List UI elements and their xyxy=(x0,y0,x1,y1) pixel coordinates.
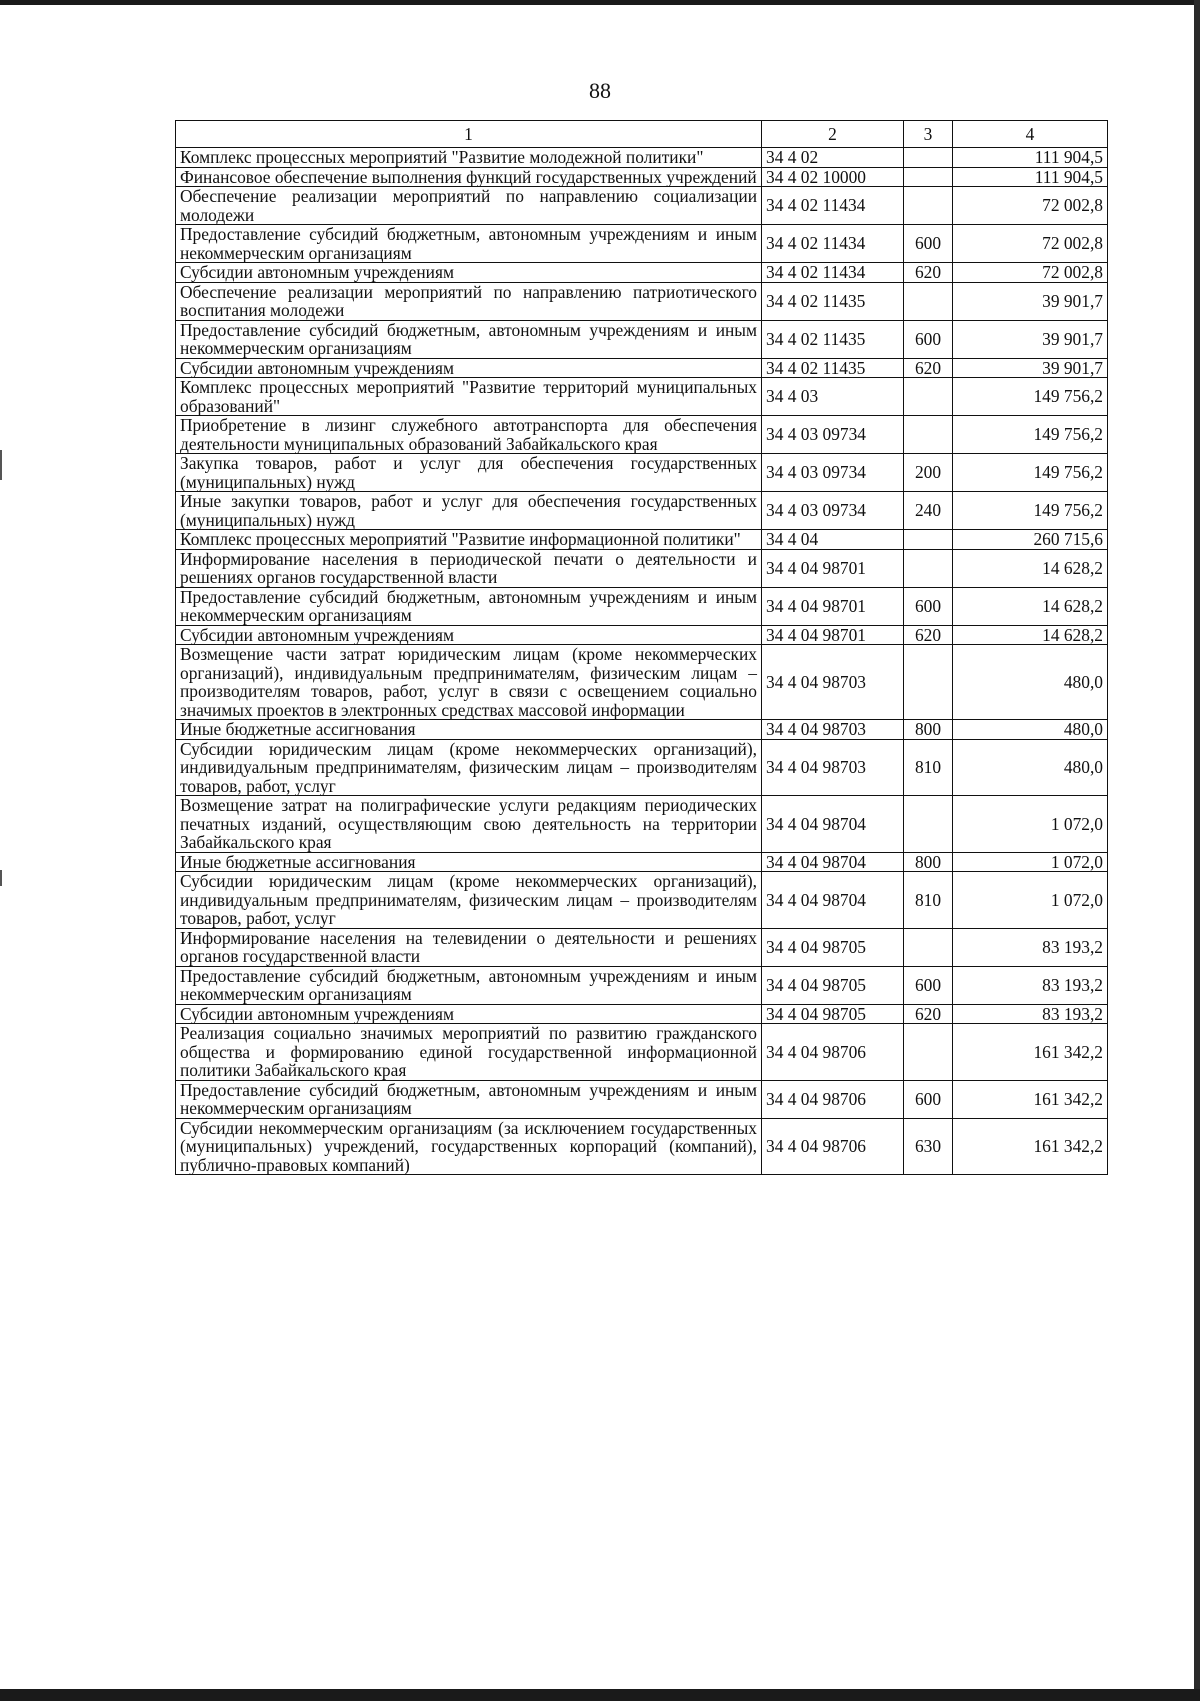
row-type-cell xyxy=(904,928,953,966)
row-code-cell: 34 4 04 98701 xyxy=(762,587,904,625)
row-type-cell xyxy=(904,148,953,168)
row-sum-cell: 1 072,0 xyxy=(953,852,1108,872)
row-code-cell: 34 4 04 98704 xyxy=(762,852,904,872)
row-type-cell: 620 xyxy=(904,358,953,378)
table-row xyxy=(176,1024,1108,1081)
row-type-cell: 800 xyxy=(904,720,953,740)
column-header: 3 xyxy=(904,121,953,148)
row-type-cell xyxy=(904,530,953,550)
table-row xyxy=(176,167,1108,187)
row-sum-cell: 39 901,7 xyxy=(953,358,1108,378)
scan-border-top xyxy=(0,0,1200,5)
row-sum-cell: 72 002,8 xyxy=(953,263,1108,283)
scan-margin-mark xyxy=(0,870,2,886)
row-sum-cell: 14 628,2 xyxy=(953,625,1108,645)
table-row xyxy=(176,645,1108,720)
row-type-cell xyxy=(904,282,953,320)
table-row xyxy=(176,549,1108,587)
row-name-cell: Предоставление субсидий бюджетным, автономным учреждениям и иным некоммерческим организациям xyxy=(176,225,762,263)
table-row xyxy=(176,530,1108,550)
row-code-cell: 34 4 04 98701 xyxy=(762,549,904,587)
table-row xyxy=(176,739,1108,796)
row-code-cell: 34 4 04 98704 xyxy=(762,796,904,853)
table-row xyxy=(176,720,1108,740)
page-number: 88 xyxy=(589,78,611,103)
table-row xyxy=(176,852,1108,872)
row-code-cell: 34 4 02 11434 xyxy=(762,187,904,225)
row-sum-cell: 39 901,7 xyxy=(953,282,1108,320)
row-type-cell: 600 xyxy=(904,1080,953,1118)
row-name-cell: Субсидии юридическим лицам (кроме некоммерческих организаций), индивидуальным предпринимателям, физическим лицам – производителям товаров, работ, услуг xyxy=(176,739,762,796)
row-type-cell xyxy=(904,796,953,853)
row-sum-cell: 480,0 xyxy=(953,739,1108,796)
row-name-cell: Предоставление субсидий бюджетным, автономным учреждениям и иным некоммерческим организациям xyxy=(176,1080,762,1118)
row-type-cell: 620 xyxy=(904,625,953,645)
row-name-cell: Информирование населения в периодической печати о деятельности и решениях органов государственной власти xyxy=(176,549,762,587)
row-name-cell: Иные бюджетные ассигнования xyxy=(176,852,762,872)
table-row xyxy=(176,587,1108,625)
row-code-cell: 34 4 04 98706 xyxy=(762,1118,904,1175)
table-row xyxy=(176,454,1108,492)
table-row xyxy=(176,263,1108,283)
row-sum-cell: 14 628,2 xyxy=(953,587,1108,625)
row-sum-cell: 149 756,2 xyxy=(953,416,1108,454)
row-name-cell: Иные закупки товаров, работ и услуг для обеспечения государственных (муниципальных) нужд xyxy=(176,492,762,530)
table-row xyxy=(176,872,1108,929)
row-type-cell: 600 xyxy=(904,320,953,358)
row-sum-cell: 14 628,2 xyxy=(953,549,1108,587)
row-name-cell: Комплекс процессных мероприятий "Развитие молодежной политики" xyxy=(176,148,762,168)
table-row xyxy=(176,320,1108,358)
row-name-cell: Возмещение части затрат юридическим лицам (кроме некоммерческих организаций), индивидуальным предпринимателям, физическим лицам – производителям товаров, работ, услуг в связи с освещением социально значимых проектов в электронных средствах массовой информации xyxy=(176,645,762,720)
table-row xyxy=(176,928,1108,966)
table-header-row xyxy=(176,121,1108,148)
row-name-cell: Комплекс процессных мероприятий "Развитие территорий муниципальных образований" xyxy=(176,378,762,416)
row-code-cell: 34 4 02 10000 xyxy=(762,167,904,187)
row-name-cell: Субсидии автономным учреждениям xyxy=(176,358,762,378)
row-type-cell: 600 xyxy=(904,966,953,1004)
row-sum-cell: 480,0 xyxy=(953,720,1108,740)
row-code-cell: 34 4 04 98703 xyxy=(762,739,904,796)
row-sum-cell: 480,0 xyxy=(953,645,1108,720)
row-type-cell: 630 xyxy=(904,1118,953,1175)
row-type-cell: 600 xyxy=(904,225,953,263)
table-row xyxy=(176,1004,1108,1024)
table-row xyxy=(176,966,1108,1004)
row-sum-cell: 72 002,8 xyxy=(953,187,1108,225)
row-code-cell: 34 4 04 98705 xyxy=(762,928,904,966)
row-name-cell: Предоставление субсидий бюджетным, автономным учреждениям и иным некоммерческим организациям xyxy=(176,966,762,1004)
table-row xyxy=(176,282,1108,320)
row-name-cell: Субсидии юридическим лицам (кроме некоммерческих организаций), индивидуальным предпринимателям, физическим лицам – производителям товаров, работ, услуг xyxy=(176,872,762,929)
row-sum-cell: 1 072,0 xyxy=(953,872,1108,929)
row-code-cell: 34 4 04 98704 xyxy=(762,872,904,929)
row-code-cell: 34 4 04 98703 xyxy=(762,645,904,720)
row-sum-cell: 72 002,8 xyxy=(953,225,1108,263)
row-sum-cell: 161 342,2 xyxy=(953,1080,1108,1118)
row-code-cell: 34 4 04 98705 xyxy=(762,1004,904,1024)
row-type-cell: 240 xyxy=(904,492,953,530)
row-code-cell: 34 4 04 98705 xyxy=(762,966,904,1004)
table-row xyxy=(176,625,1108,645)
column-header: 1 xyxy=(176,121,762,148)
row-type-cell xyxy=(904,378,953,416)
row-name-cell: Реализация социально значимых мероприятий по развитию гражданского общества и формированию единой государственной информационной политики Забайкальского края xyxy=(176,1024,762,1081)
row-sum-cell: 161 342,2 xyxy=(953,1118,1108,1175)
row-type-cell: 620 xyxy=(904,263,953,283)
row-sum-cell: 111 904,5 xyxy=(953,167,1108,187)
budget-table xyxy=(175,120,1108,1175)
row-sum-cell: 111 904,5 xyxy=(953,148,1108,168)
row-name-cell: Обеспечение реализации мероприятий по направлению социализации молодежи xyxy=(176,187,762,225)
row-sum-cell: 39 901,7 xyxy=(953,320,1108,358)
row-type-cell xyxy=(904,416,953,454)
row-type-cell xyxy=(904,167,953,187)
table-row xyxy=(176,796,1108,853)
table-row xyxy=(176,358,1108,378)
row-type-cell xyxy=(904,1024,953,1081)
row-code-cell: 34 4 02 11434 xyxy=(762,225,904,263)
row-code-cell: 34 4 02 11435 xyxy=(762,320,904,358)
row-sum-cell: 161 342,2 xyxy=(953,1024,1108,1081)
row-code-cell: 34 4 03 09734 xyxy=(762,492,904,530)
row-name-cell: Обеспечение реализации мероприятий по направлению патриотического воспитания молодежи xyxy=(176,282,762,320)
row-name-cell: Возмещение затрат на полиграфические услуги редакциям периодических печатных изданий, осуществляющим свою деятельность на территории Забайкальского края xyxy=(176,796,762,853)
table-row xyxy=(176,225,1108,263)
row-sum-cell: 83 193,2 xyxy=(953,928,1108,966)
row-type-cell xyxy=(904,187,953,225)
row-sum-cell: 1 072,0 xyxy=(953,796,1108,853)
row-type-cell: 800 xyxy=(904,852,953,872)
row-sum-cell: 83 193,2 xyxy=(953,966,1108,1004)
row-name-cell: Субсидии автономным учреждениям xyxy=(176,1004,762,1024)
row-name-cell: Субсидии автономным учреждениям xyxy=(176,263,762,283)
row-sum-cell: 260 715,6 xyxy=(953,530,1108,550)
row-name-cell: Приобретение в лизинг служебного автотранспорта для обеспечения деятельности муниципальных образований Забайкальского края xyxy=(176,416,762,454)
column-header: 2 xyxy=(762,121,904,148)
row-name-cell: Комплекс процессных мероприятий "Развитие информационной политики" xyxy=(176,530,762,550)
row-name-cell: Субсидии автономным учреждениям xyxy=(176,625,762,645)
row-code-cell: 34 4 04 98703 xyxy=(762,720,904,740)
row-code-cell: 34 4 03 09734 xyxy=(762,416,904,454)
scan-border-bottom xyxy=(0,1689,1200,1701)
row-code-cell: 34 4 02 11435 xyxy=(762,282,904,320)
scan-margin-mark xyxy=(0,450,2,480)
scan-border-right xyxy=(1194,0,1200,1701)
row-name-cell: Информирование населения на телевидении о деятельности и решениях органов государственной власти xyxy=(176,928,762,966)
row-code-cell: 34 4 02 xyxy=(762,148,904,168)
row-sum-cell: 149 756,2 xyxy=(953,454,1108,492)
table-row xyxy=(176,378,1108,416)
row-sum-cell: 83 193,2 xyxy=(953,1004,1108,1024)
row-code-cell: 34 4 04 98706 xyxy=(762,1024,904,1081)
table-row xyxy=(176,187,1108,225)
table-row xyxy=(176,1080,1108,1118)
row-code-cell: 34 4 02 11435 xyxy=(762,358,904,378)
row-code-cell: 34 4 02 11434 xyxy=(762,263,904,283)
row-name-cell: Предоставление субсидий бюджетным, автономным учреждениям и иным некоммерческим организациям xyxy=(176,320,762,358)
row-code-cell: 34 4 03 xyxy=(762,378,904,416)
row-name-cell: Финансовое обеспечение выполнения функций государственных учреждений xyxy=(176,167,762,187)
row-type-cell: 810 xyxy=(904,739,953,796)
row-type-cell: 200 xyxy=(904,454,953,492)
row-type-cell: 620 xyxy=(904,1004,953,1024)
row-name-cell: Иные бюджетные ассигнования xyxy=(176,720,762,740)
row-code-cell: 34 4 03 09734 xyxy=(762,454,904,492)
row-code-cell: 34 4 04 98701 xyxy=(762,625,904,645)
row-type-cell: 600 xyxy=(904,587,953,625)
table-row xyxy=(176,148,1108,168)
row-name-cell: Субсидии некоммерческим организациям (за исключением государственных (муниципальных) учреждений, государственных корпораций (компаний), публично-правовых компаний) xyxy=(176,1118,762,1175)
column-header: 4 xyxy=(953,121,1108,148)
row-name-cell: Предоставление субсидий бюджетным, автономным учреждениям и иным некоммерческим организациям xyxy=(176,587,762,625)
table-row xyxy=(176,1118,1108,1175)
row-type-cell xyxy=(904,645,953,720)
row-sum-cell: 149 756,2 xyxy=(953,492,1108,530)
row-code-cell: 34 4 04 xyxy=(762,530,904,550)
table-row xyxy=(176,492,1108,530)
row-sum-cell: 149 756,2 xyxy=(953,378,1108,416)
table-row xyxy=(176,416,1108,454)
row-type-cell xyxy=(904,549,953,587)
row-type-cell: 810 xyxy=(904,872,953,929)
row-name-cell: Закупка товаров, работ и услуг для обеспечения государственных (муниципальных) нужд xyxy=(176,454,762,492)
row-code-cell: 34 4 04 98706 xyxy=(762,1080,904,1118)
